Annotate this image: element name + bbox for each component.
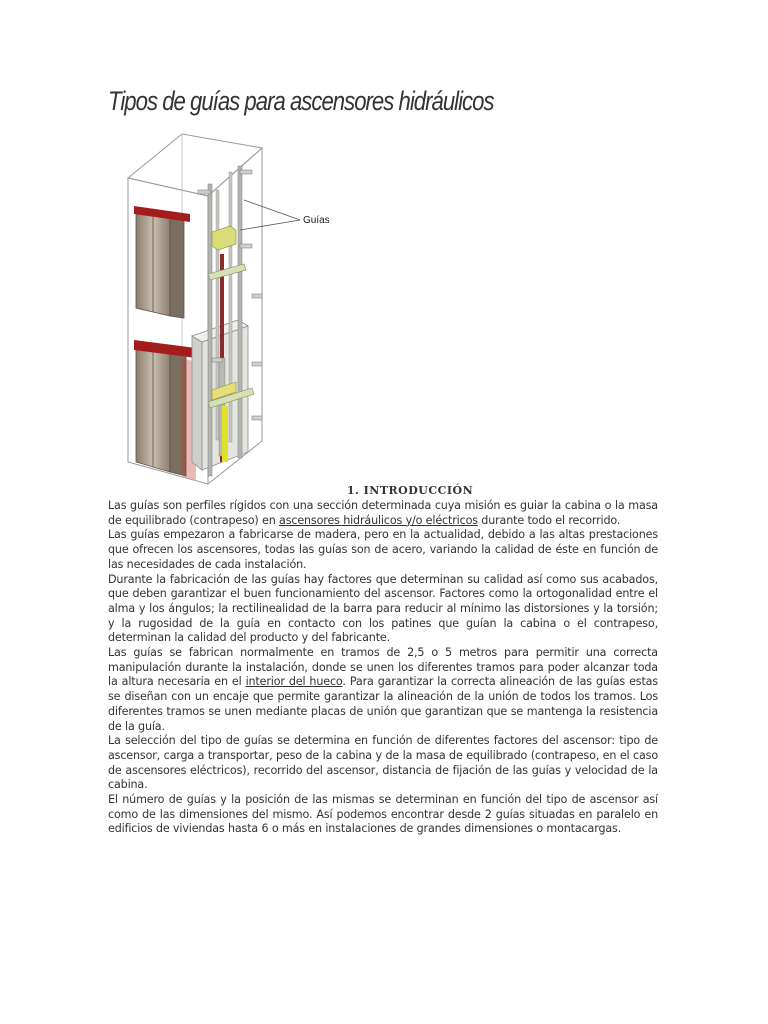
document-title: Tipos de guías para ascensores hidráulicos [108, 86, 494, 116]
guides-callout-label: Guías [303, 215, 330, 226]
paragraph-1-text-b: durante todo el recorrido. [477, 513, 621, 527]
lower-landing-door [134, 340, 196, 480]
guides-callout [240, 200, 300, 230]
link-interior-del-hueco[interactable]: interior del hueco [245, 675, 343, 689]
paragraph-3: Durante la fabricación de las guías hay factores que determinan su calidad así como sus acabados, que deben garantizar el buen funcionamiento del ascensor. Factores como la ortogonalidad entre el alma y los ángulos; la rectilinealidad de la barra para reducir al mínimo las distorsiones y la torsión; y la rugosidad de la guía en contacto con los patines que guían la cabina o el contrapeso, determinan la calidad del producto y del fabricante. [108, 572, 658, 645]
paragraph-4-text-b: . Para garantizar la correcta alineación de las guías estas se diseñan con un encaje que permite garantizar la alineación de la unión de todos los tramos. Los diferentes tramos se unen mediante placas de unión que garantizan que se mantenga la resistencia de la guía. [108, 675, 658, 733]
paragraph-1-text-a: Las guías son perfiles rígidos con una sección determinada cuya misión es guiar la cabina o la masa de equilibrado (contrapeso) en [108, 499, 658, 527]
paragraph-5: La selección del tipo de guías se determina en función de diferentes factores del ascensor: tipo de ascensor, carga a transportar, peso de la cabina y de la masa de equilibrado (contrapeso, en el caso de ascensores eléctricos), recorrido del ascensor, distancia de fijación de las guías y velocidad de la cabina. [108, 734, 658, 792]
section-heading [0, 484, 768, 497]
elevator-shaft-illustration [112, 126, 352, 486]
paragraph-2: Las guías empezaron a fabricarse de madera, pero en la actualidad, debido a las altas prestaciones que ofrecen los ascensores, todas las guías son de acero, variando la calidad de éste en función de las necesidades de cada instalación. [108, 528, 658, 571]
paragraph-1 [108, 499, 658, 528]
section-heading-text: 1. INTRODUCCIÓN [346, 484, 474, 497]
upper-landing-door [134, 206, 190, 318]
article-body [108, 499, 658, 837]
paragraph-4-text-a: Las guías se fabrican normalmente en tramos de 2,5 o 5 metros para permitir una correcta manipulación durante la instalación, donde se unen los diferentes tramos para poder alcanzar toda la altura necesaria en el [108, 646, 658, 689]
paragraph-4 [108, 646, 658, 734]
paragraph-6: El número de guías y la posición de las mismas se determinan en función del tipo de ascensor así como de las dimensiones del mismo. Así podemos encontrar desde 2 guías situadas en paralelo en edificios de viviendas hasta 6 o más en instalaciones de grandes dimensiones o montacargas. [108, 793, 658, 836]
link-ascensores-hidraulicos[interactable]: ascensores hidráulicos y/o eléctricos [279, 513, 478, 527]
